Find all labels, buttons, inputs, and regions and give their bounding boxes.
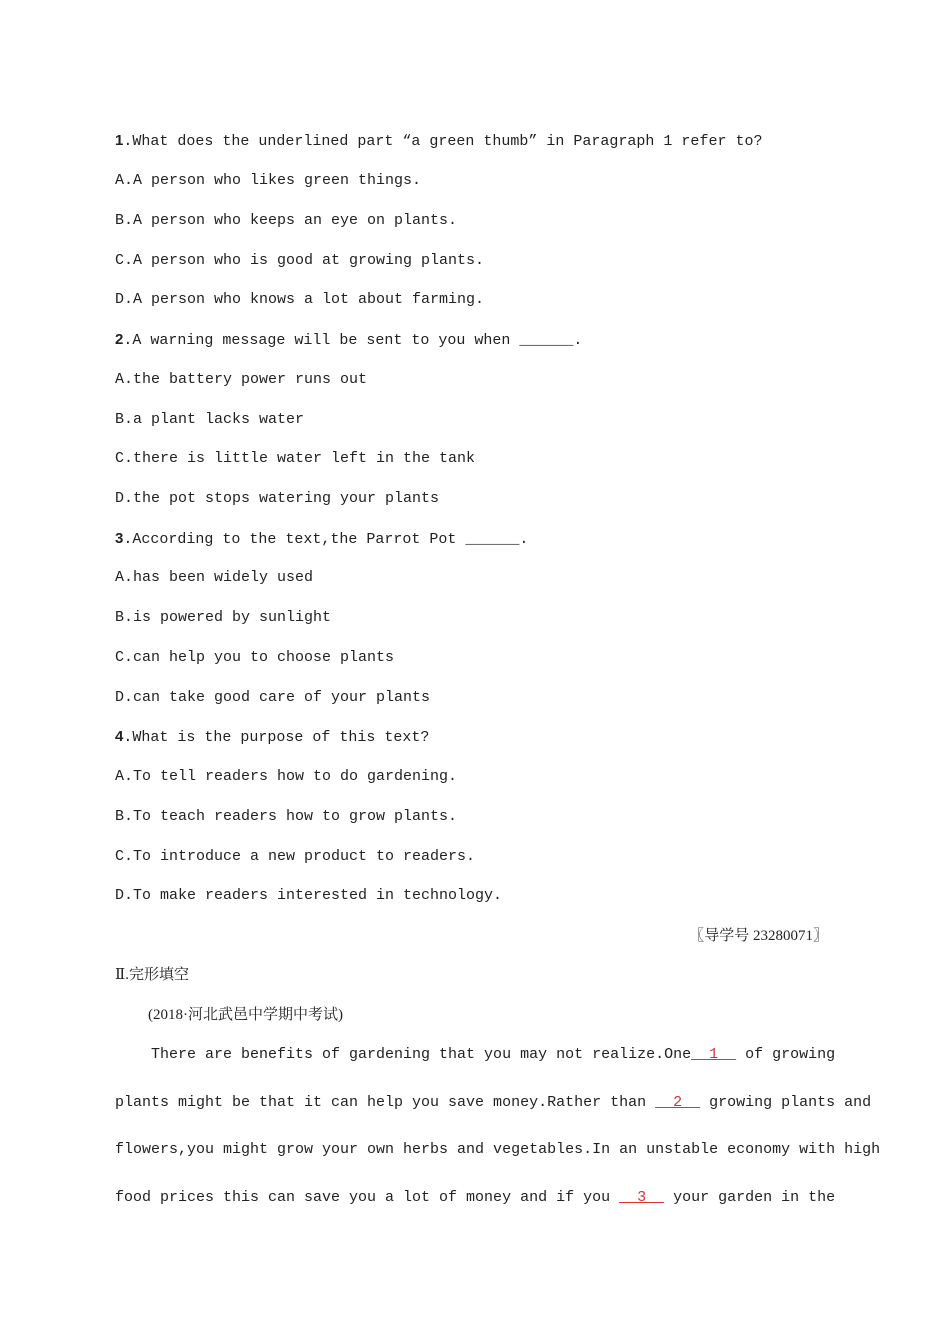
option-1b: B.A person who keeps an eye on plants. (115, 212, 458, 229)
passage-line-3: flowers,you might grow your own herbs and vegetables.In an unstable economy with high (115, 1141, 881, 1158)
question-number: 4 (115, 728, 124, 745)
question-3-stem: 3.According to the text,the Parrot Pot ______. (115, 530, 529, 548)
passage-line-1: There are benefits of gardening that you may not realize.One 1 of growing (115, 1046, 836, 1063)
passage-line-4: food prices this can save you a lot of money and if you 3 your garden in the (115, 1189, 836, 1206)
option-1d: D.A person who knows a lot about farming. (115, 291, 485, 308)
question-number: 3 (115, 530, 124, 547)
question-1-stem: 1.What does the underlined part “a green thumb” in Paragraph 1 refer to? (115, 132, 763, 150)
option-3d: D.can take good care of your plants (115, 689, 431, 706)
option-2b: B.a plant lacks water (115, 411, 305, 428)
option-4b: B.To teach readers how to grow plants. (115, 808, 458, 825)
question-2-stem: 2.A warning message will be sent to you when ______. (115, 331, 583, 349)
passage-line-2: plants might be that it can help you save money.Rather than 2 growing plants and (115, 1094, 872, 1111)
section-title: Ⅱ.完形填空 (115, 967, 189, 983)
option-3a: A.has been widely used (115, 569, 314, 586)
blank-1[interactable]: 1 (691, 1046, 737, 1063)
option-4a: A.To tell readers how to do gardening. (115, 768, 458, 785)
question-4-stem: 4.What is the purpose of this text? (115, 728, 430, 746)
option-2a: A.the battery power runs out (115, 371, 368, 388)
guide-number: 〖导学号 23280071〗 (689, 928, 828, 944)
blank-3[interactable]: 3 (619, 1189, 665, 1206)
option-1a: A.A person who likes green things. (115, 172, 422, 189)
option-3c: C.can help you to choose plants (115, 649, 395, 666)
option-2c: C.there is little water left in the tank (115, 450, 476, 467)
source-note: (2018·河北武邑中学期中考试) (148, 1007, 343, 1023)
option-4c: C.To introduce a new product to readers. (115, 848, 476, 865)
option-2d: D.the pot stops watering your plants (115, 490, 440, 507)
option-1c: C.A person who is good at growing plants. (115, 252, 485, 269)
option-3b: B.is powered by sunlight (115, 609, 332, 626)
question-number: 1 (115, 132, 124, 149)
option-4d: D.To make readers interested in technology. (115, 887, 503, 904)
question-number: 2 (115, 331, 124, 348)
blank-2[interactable]: 2 (655, 1094, 701, 1111)
